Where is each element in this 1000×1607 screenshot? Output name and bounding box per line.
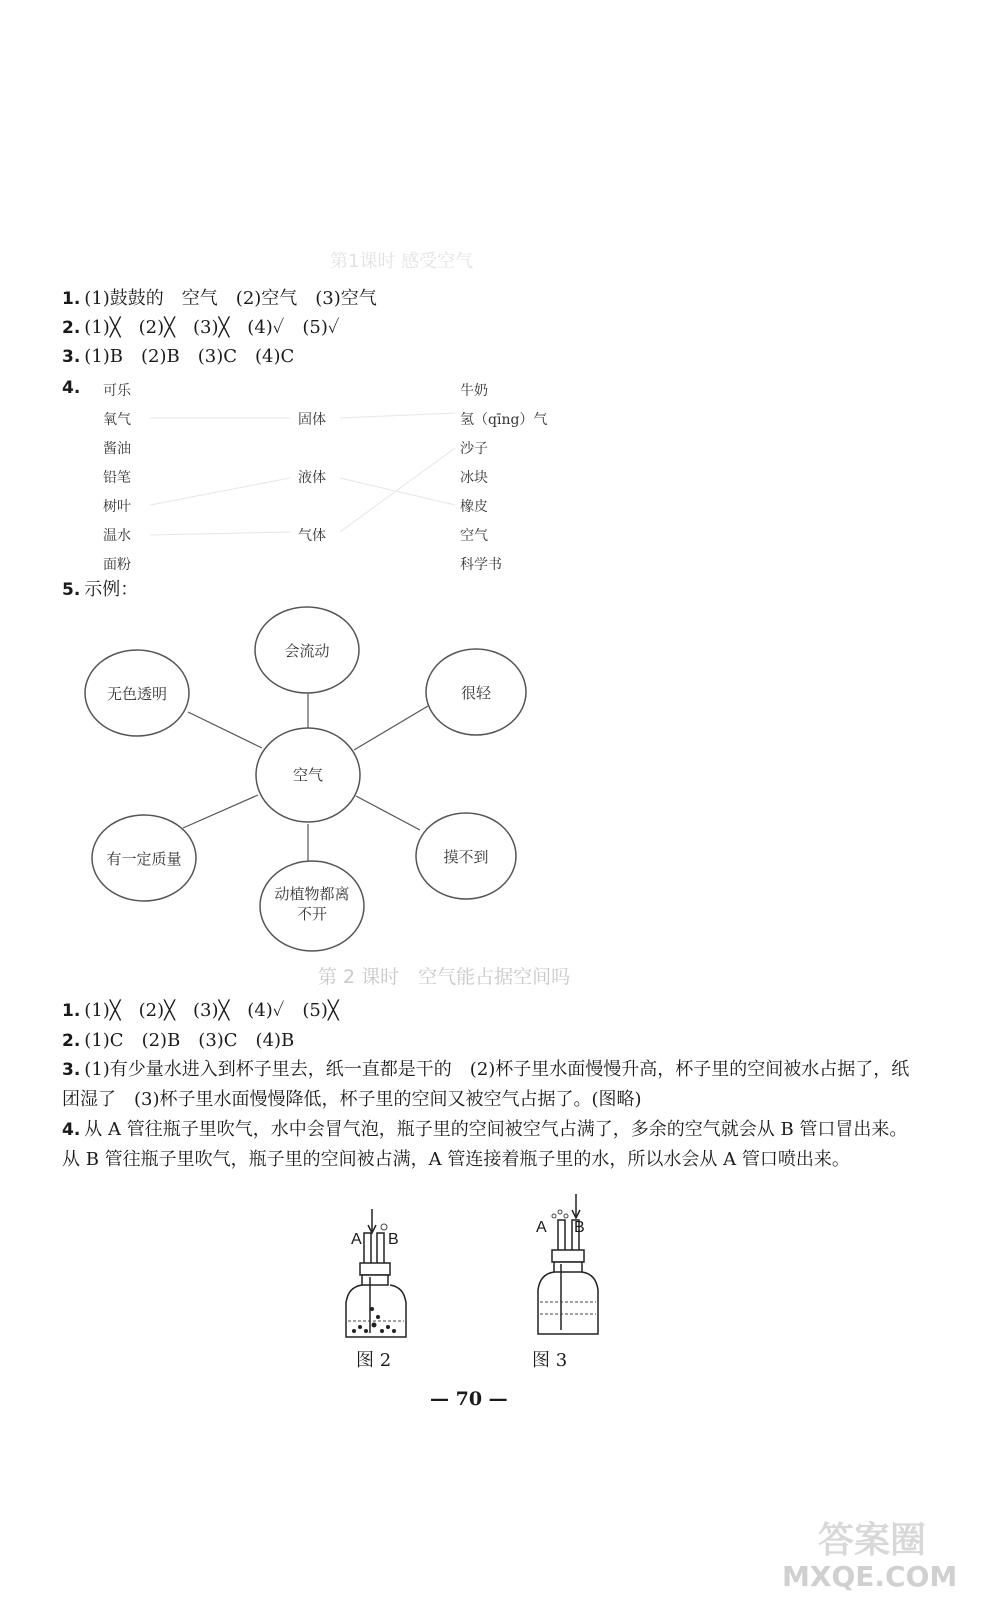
match-right-item: 氢（qīng）气	[460, 412, 548, 428]
faint-lesson-header: 第1课时 感受空气	[330, 251, 474, 272]
match-right-item: 冰块	[460, 470, 488, 486]
bubble-center-text: 空气	[292, 766, 323, 784]
bubble-upper-right-text: 很轻	[460, 684, 491, 702]
figure-2-caption: 图 2	[356, 1350, 392, 1371]
match-left-item: 面粉	[103, 557, 131, 573]
answer-text: (1)C (2)B (3)C (4)B	[84, 1030, 295, 1051]
question-number: 2.	[62, 318, 81, 338]
answer-text: (1)有少量水进入到杯子里去，纸一直都是干的 (2)杯子里水面慢慢升高，杯子里的空间被水占据了，纸团湿了 (3)杯子里水面慢慢降低，杯子里的空间又被空气占据了。(图略)	[62, 1059, 910, 1110]
bubble-lower-right-text: 摸不到	[443, 848, 489, 866]
question-number: 1.	[62, 1001, 81, 1021]
figure-3-caption: 图 3	[532, 1350, 568, 1371]
match-right-item: 牛奶	[460, 383, 488, 399]
question-number: 1.	[62, 289, 81, 309]
figure-3-bottle	[520, 1190, 630, 1340]
answer-text: (1)B (2)B (3)C (4)C	[84, 346, 295, 367]
answer-text: 从 A 管往瓶子里吹气，水中会冒气泡，瓶子里的空间被空气占满了，多余的空气就会从 B 管口冒出来。从 B 管往瓶子里吹气，瓶子里的空间被占满，A 管连接着瓶子里的水，所以水会从 A 管口喷出来。	[62, 1119, 908, 1170]
section2-question-1	[62, 999, 339, 1023]
section2-question-3	[62, 1055, 922, 1115]
match-left-item: 温水	[103, 528, 131, 544]
match-middle-item: 固体	[298, 412, 326, 428]
match-right-item: 沙子	[460, 441, 488, 457]
question-number: 5.	[62, 580, 81, 600]
question-number: 4.	[62, 1120, 81, 1140]
match-left-item: 可乐	[103, 383, 131, 399]
question-number: 2.	[62, 1031, 81, 1051]
figure-2-bottle	[330, 1205, 440, 1345]
bubble-upper-left-text: 无色透明	[106, 685, 167, 703]
match-left-item: 树叶	[103, 499, 131, 515]
matching-lines	[0, 0, 1000, 600]
question-number: 3.	[62, 347, 81, 367]
section-2-title: 第 2 课时 空气能占据空间吗	[318, 966, 571, 988]
page-number: — 70 —	[430, 1388, 508, 1410]
question-number: 4.	[62, 378, 81, 398]
figure-3-label-a: A	[536, 1219, 547, 1236]
match-middle-item: 液体	[298, 470, 326, 486]
section2-question-4	[62, 1115, 922, 1175]
match-middle-item: 气体	[298, 528, 326, 544]
match-right-item: 空气	[460, 528, 488, 544]
answer-text: (1)╳ (2)╳ (3)╳ (4)✓ (5)✓	[84, 317, 340, 338]
answer-text: (1)鼓鼓的 空气 (2)空气 (3)空气	[84, 288, 377, 309]
match-left-item: 氧气	[103, 412, 131, 428]
question-number: 3.	[62, 1060, 81, 1080]
figure-2-label-a: A	[351, 1231, 362, 1248]
bubble-top-text: 会流动	[284, 642, 330, 660]
question-5	[62, 578, 138, 602]
section2-question-2	[62, 1029, 294, 1053]
watermark-logo: 答案圈	[818, 1520, 927, 1561]
watermark-url: MXQE.COM	[782, 1560, 958, 1593]
match-right-item: 橡皮	[460, 499, 488, 515]
example-label: 示例：	[84, 579, 139, 600]
match-left-item: 酱油	[103, 441, 131, 457]
match-left-item: 铅笔	[103, 470, 131, 486]
bubble-lower-left-text: 有一定质量	[106, 850, 182, 868]
mind-map	[0, 600, 1000, 980]
figure-3-label-b: B	[574, 1219, 585, 1236]
bubble-bottom-text: 动植物都离不开	[274, 885, 350, 923]
answer-text: (1)╳ (2)╳ (3)╳ (4)✓ (5)╳	[84, 1000, 339, 1021]
figure-2-label-b: B	[388, 1231, 399, 1248]
match-right-item: 科学书	[460, 557, 502, 573]
